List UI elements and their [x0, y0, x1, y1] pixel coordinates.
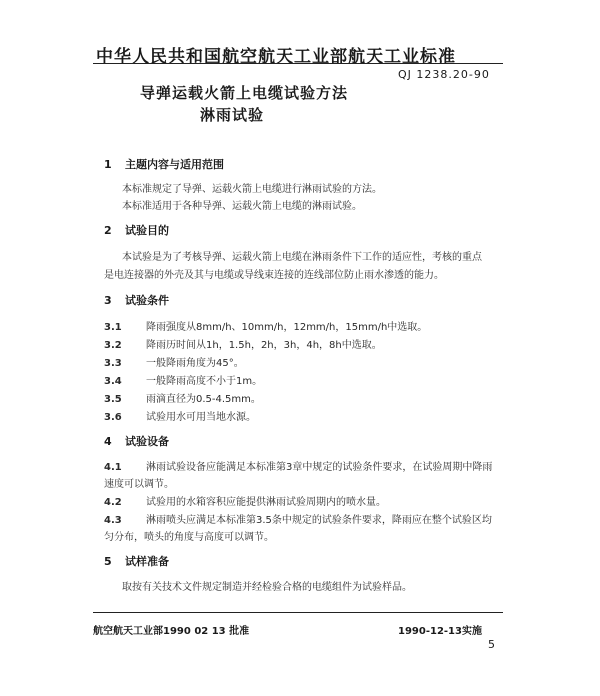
item-number: 3.1	[104, 322, 122, 333]
list-item	[104, 372, 262, 387]
list-item	[104, 493, 386, 508]
section-2-para-1: 本试验是为了考核导弹、运载火箭上电缆在淋雨条件下工作的适应性，考核的重点	[122, 252, 482, 263]
section-1-number: 1	[104, 158, 112, 171]
item-continuation: 速度可以调节。	[104, 479, 174, 490]
item-number: 3.5	[104, 394, 122, 405]
section-1-para-1: 本标准规定了导弹、运载火箭上电缆进行淋雨试验的方法。	[122, 184, 382, 195]
item-continuation: 匀分布，喷头的角度与高度可以调节。	[104, 532, 274, 543]
item-text: 淋雨试验设备应能满足本标准第3章中规定的试验条件要求，在试验周期中降雨	[146, 462, 493, 473]
section-3-heading	[104, 292, 169, 308]
list-item	[104, 354, 244, 369]
item-text: 降雨历时间从1h，1.5h，2h，3h，4h，8h中选取。	[146, 340, 382, 351]
section-4-heading	[104, 433, 169, 449]
item-text: 雨滴直径为0.5-4.5mm。	[146, 394, 261, 405]
item-number: 3.2	[104, 340, 122, 351]
section-5-title: 试样准备	[125, 555, 169, 568]
list-item	[104, 390, 261, 405]
approval-date: 航空航天工业部1990 02 13 批准	[93, 626, 250, 637]
section-5-number: 5	[104, 555, 112, 568]
footer-rule	[93, 612, 503, 613]
item-number: 4.3	[104, 515, 122, 526]
section-1-title: 主题内容与适用范围	[125, 158, 224, 171]
section-5-heading	[104, 553, 169, 569]
section-5-para-1: 取按有关技术文件规定制造并经检验合格的电缆组件为试验样品。	[122, 582, 412, 593]
section-1-heading	[104, 156, 224, 172]
item-text: 淋雨喷头应满足本标准第3.5条中规定的试验条件要求，降雨应在整个试验区均	[146, 515, 492, 526]
section-1-para-2: 本标准适用于各种导弹、运载火箭上电缆的淋雨试验。	[122, 201, 362, 212]
item-text: 降雨强度从8mm/h、10mm/h，12mm/h，15mm/h中选取。	[146, 322, 428, 333]
section-4-number: 4	[104, 435, 112, 448]
section-3-title: 试验条件	[125, 294, 169, 307]
section-2-heading	[104, 222, 169, 238]
section-2-title: 试验目的	[125, 224, 169, 237]
item-number: 3.4	[104, 376, 122, 387]
list-item	[104, 318, 427, 333]
doc-title-line1: 导弹运载火箭上电缆试验方法	[140, 84, 349, 102]
doc-title-line2: 淋雨试验	[200, 106, 265, 124]
item-text: 试验用水可用当地水源。	[146, 412, 256, 423]
list-item	[104, 511, 492, 526]
list-item	[104, 458, 492, 473]
standard-code: QJ 1238.20-90	[398, 68, 490, 81]
item-text: 一般降雨角度为45°。	[146, 358, 244, 369]
item-text: 试验用的水箱容积应能提供淋雨试验周期内的喷水量。	[146, 497, 386, 508]
list-item	[104, 336, 382, 351]
header-rule	[93, 63, 503, 64]
item-number: 4.1	[104, 462, 122, 473]
section-2-number: 2	[104, 224, 112, 237]
list-item	[104, 408, 256, 423]
section-3-number: 3	[104, 294, 112, 307]
section-4-title: 试验设备	[125, 435, 169, 448]
item-text: 一般降雨高度不小于1m。	[146, 376, 263, 387]
page-number: 5	[488, 638, 495, 651]
section-2-para-2: 是电连接器的外壳及其与电缆或导线束连接的连线部位防止雨水渗透的能力。	[104, 270, 444, 281]
org-header-title: 中华人民共和国航空航天工业部航天工业标准	[96, 47, 456, 67]
item-number: 3.6	[104, 412, 122, 423]
item-number: 4.2	[104, 497, 122, 508]
implementation-date: 1990-12-13实施	[398, 626, 482, 637]
item-number: 3.3	[104, 358, 122, 369]
